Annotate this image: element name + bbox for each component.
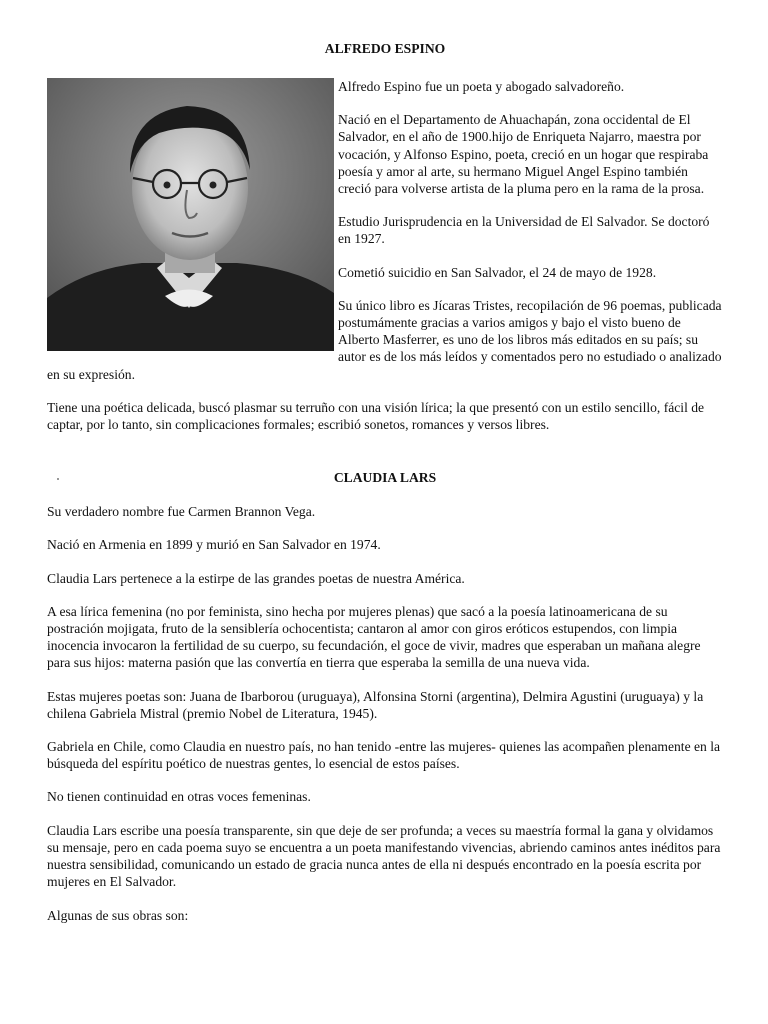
paragraph: Claudia Lars escribe una poesía transparente, sin que deje de ser profunda; a veces su maestría formal la gana y olvidamos su mensaje, pero en cada poema suyo se encuentra a un poeta manifestando vivencias, abriendo caminos antes inéditos para nuestra sensibilidad, comunicando un estado de gracia nunca antes de ella ni después encontrado en la poesía escrita por mujeres en El Salvador.: [47, 822, 721, 890]
document-page: [47, 40, 723, 924]
paragraph: Tiene una poética delicada, buscó plasmar su terruño con una visión lírica; la que presentó con un estilo sencillo, fácil de captar, por lo tanto, sin complicaciones formales; escribió sonetos, romances y versos libres.: [47, 399, 705, 433]
paragraph: Estudio Jurisprudencia en la Universidad de El Salvador. Se doctoró en 1927.: [338, 214, 710, 247]
paragraph: Estas mujeres poetas son: Juana de Ibarborou (uruguaya), Alfonsina Storni (argentina), Delmira Agustini (uruguaya) y la chilena Gabriela Mistral (premio Nobel de Literatura, 1945).: [47, 688, 704, 721]
section-title-alfredo-espino: ALFREDO ESPINO: [324, 41, 446, 56]
paragraph: A esa lírica femenina (no por feminista, sino hecha por mujeres plenas) que sacó a la poesía latinoamericana de su postración mojigata, fruto de la sensiblería ochocentista; cantaron al amor con giros eróticos estupendos, con limpia inocencia invocaron la fertilidad de su cuerpo, su fecundación, el goce de vivir, madres que esperaban un mañana alegre para sus hijos: materna pasión que las convertía en tierra que esperaba la semilla de una nueva vida.: [47, 603, 701, 671]
paragraph: No tienen continuidad en otras voces femeninas.: [47, 789, 311, 805]
paragraph: Nació en Armenia en 1899 y murió en San Salvador en 1974.: [47, 537, 381, 553]
stray-mark: [57, 478, 59, 480]
paragraph: Alfredo Espino fue un poeta y abogado salvadoreño.: [338, 79, 625, 94]
paragraph: Cometió suicidio en San Salvador, el 24 de mayo de 1928.: [338, 264, 657, 280]
paragraph: Su único libro es Jícaras Tristes, recopilación de 96 poemas, publicada postumámente gracias a varios amigos y bajo el visto bueno de Alberto Masferrer, es uno de los libros más editados en su país; su autor es de los más leídos y comentados pero no estudiado o analizado en su expresión.: [47, 297, 722, 382]
portrait-photo: [47, 78, 334, 351]
paragraph: Nació en el Departamento de Ahuachapán, zona occidental de El Salvador, en el año de 1900.hijo de Enriqueta Najarro, maestra por vocación, y Alfonso Espino, poeta, creció en un hogar que respiraba poesía y amor al arte, su hermano Miguel Angel Espino también creció para volverse artista de la pluma pero en la rama de la prosa.: [338, 112, 709, 197]
paragraph: Claudia Lars pertenece a la estirpe de las grandes poetas de nuestra América.: [47, 570, 465, 586]
section-title-claudia-lars: CLAUDIA LARS: [333, 470, 437, 486]
paragraph: Algunas de sus obras son:: [47, 907, 189, 923]
paragraph: Su verdadero nombre fue Carmen Brannon Vega.: [47, 504, 316, 520]
paragraph: Gabriela en Chile, como Claudia en nuestro país, no han tenido -entre las mujeres- quienes las acompañen plenamente en la búsqueda del espíritu poético de nuestras gentes, lo esencial de estos países.: [47, 739, 721, 772]
